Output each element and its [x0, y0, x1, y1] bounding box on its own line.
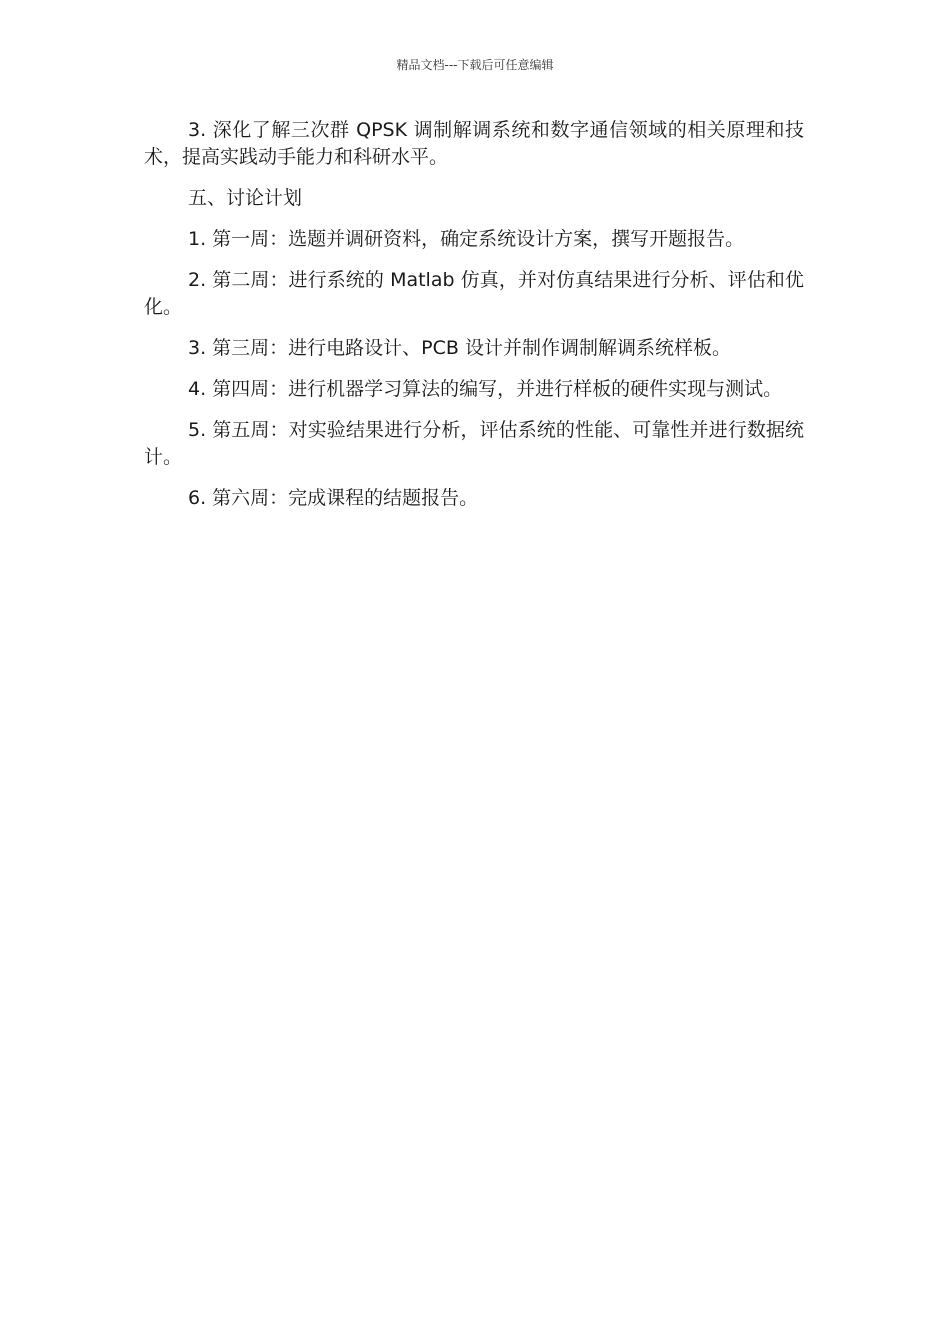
- plan-item-week-5: 5. 第五周：对实验结果进行分析，评估系统的性能、可靠性并进行数据统计。: [144, 419, 804, 468]
- plan-item-week-1: 1. 第一周：选题并调研资料，确定系统设计方案，撰写开题报告。: [188, 228, 745, 250]
- plan-item-week-4: 4. 第四周：进行机器学习算法的编写，并进行样板的硬件实现与测试。: [188, 378, 783, 400]
- document-body: [144, 117, 804, 526]
- plan-item-week-2: 2. 第二周：进行系统的 Matlab 仿真，并对仿真结果进行分析、评估和优化。: [144, 269, 804, 318]
- section-heading-plan: 五、讨论计划: [188, 187, 303, 209]
- page-header: 精品文档---下载后可任意编辑: [396, 58, 554, 72]
- plan-item-week-6: 6. 第六周：完成课程的结题报告。: [188, 487, 479, 509]
- plan-item-week-3: 3. 第三周：进行电路设计、PCB 设计并制作调制解调系统样板。: [188, 337, 731, 359]
- paragraph-goal-3: 3. 深化了解三次群 QPSK 调制解调系统和数字通信领域的相关原理和技术，提高实践动手能力和科研水平。: [144, 119, 804, 168]
